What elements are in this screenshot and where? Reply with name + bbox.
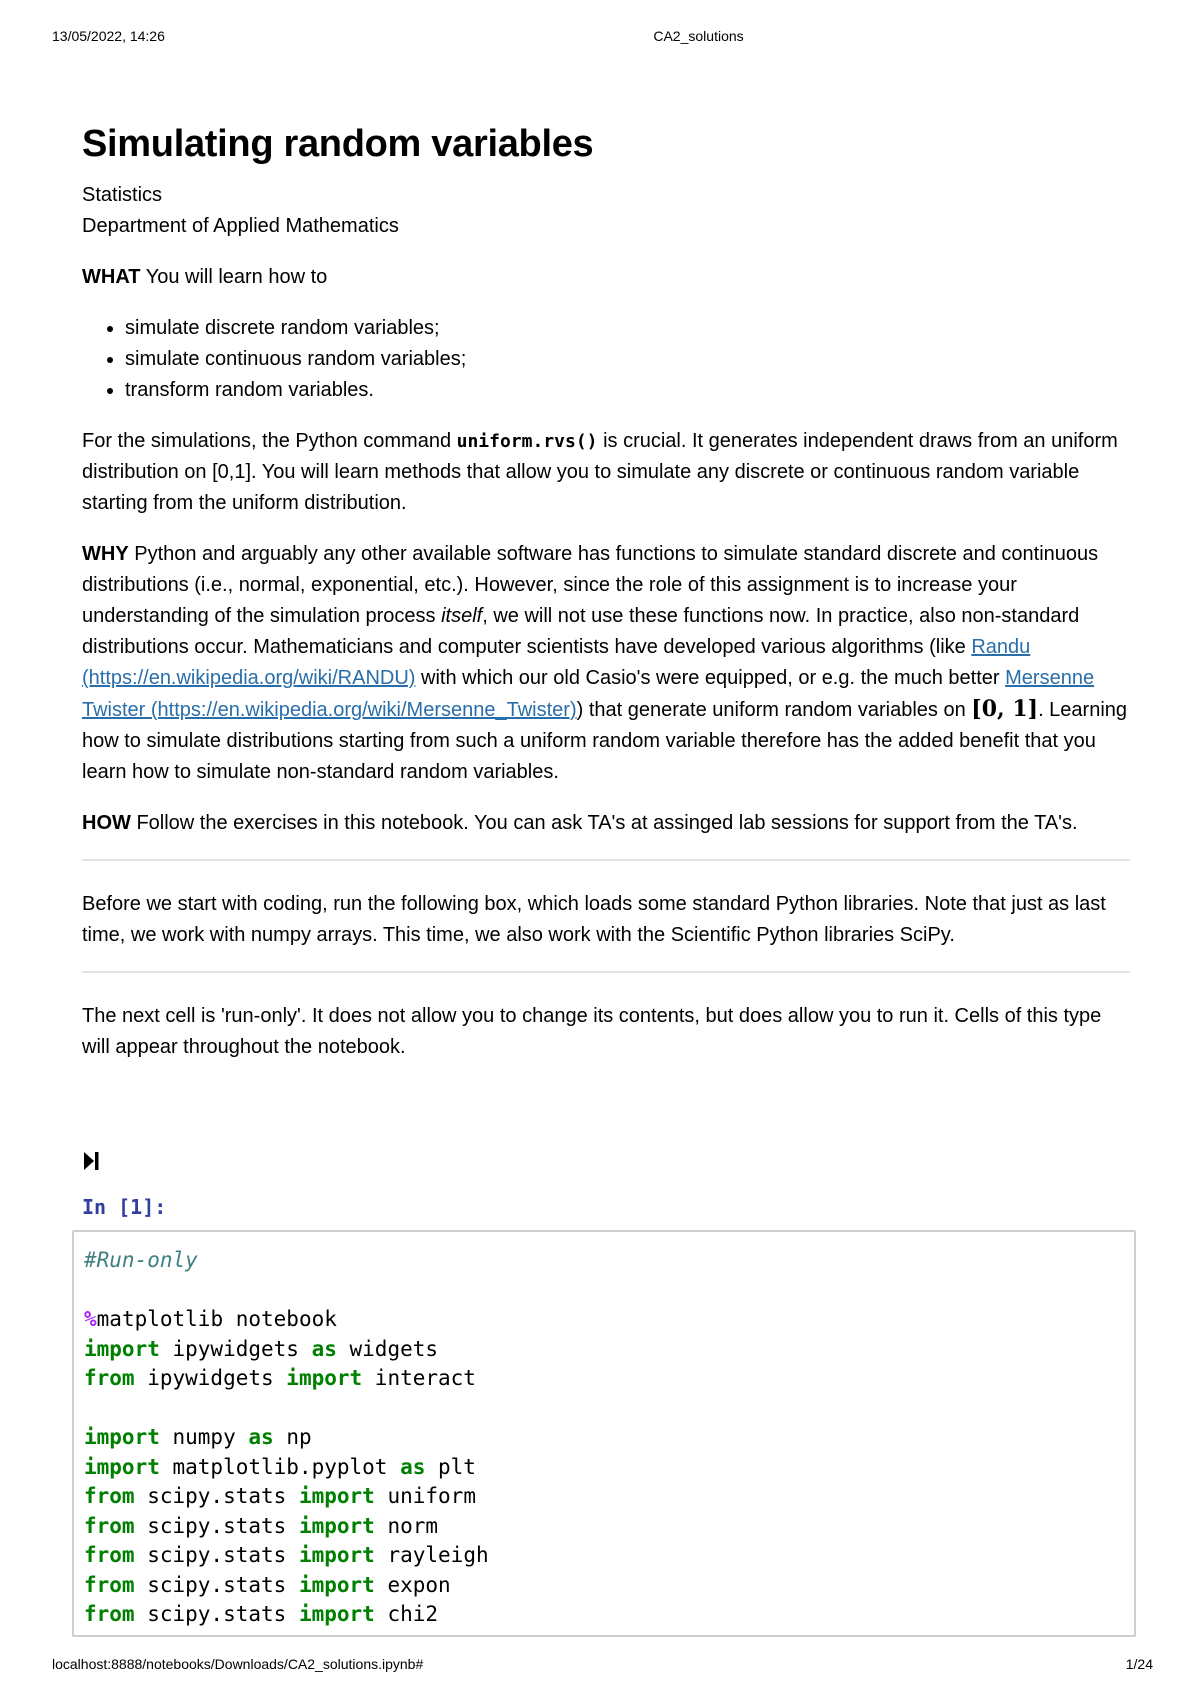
print-datetime: 13/05/2022, 14:26 bbox=[52, 28, 165, 44]
sim-text-1: For the simulations, the Python command bbox=[82, 430, 457, 452]
module: scipy.stats bbox=[134, 1484, 299, 1508]
keyword: import bbox=[286, 1366, 363, 1390]
code-line bbox=[84, 1335, 1124, 1365]
interval-math: [0, 1] bbox=[971, 696, 1039, 722]
keyword: import bbox=[84, 1336, 160, 1361]
notebook-markdown bbox=[82, 120, 1130, 1083]
mersenne-twister-link[interactable]: Mersenne Twister (https://en.wikipedia.org/wiki/Mersenne_Twister) bbox=[82, 667, 1095, 721]
alias: plt bbox=[425, 1454, 476, 1479]
module: scipy.stats bbox=[134, 1602, 299, 1626]
how-text: Follow the exercises in this notebook. You can ask TA's at assinged lab sessions for support from the TA's. bbox=[130, 812, 1078, 834]
alias: widgets bbox=[336, 1336, 439, 1361]
module: scipy.stats bbox=[134, 1572, 299, 1597]
module: matplotlib.pyplot bbox=[159, 1454, 401, 1479]
magic-percent: % bbox=[84, 1307, 97, 1331]
code-line bbox=[84, 1364, 1124, 1394]
code-line bbox=[84, 1571, 1124, 1601]
run-cell-icon[interactable] bbox=[82, 1150, 100, 1172]
why-paragraph bbox=[82, 539, 1130, 788]
print-footer bbox=[0, 1656, 1200, 1678]
keyword: import bbox=[84, 1425, 160, 1449]
why-text-1: Python and arguably any other available software has functions to simulate standard discrete and continuous distributions (i.e., normal, exponential, etc.). However, since the role of this assignment is to increase your understanding of the simulation process bbox=[82, 543, 1099, 627]
cell-divider bbox=[82, 971, 1130, 973]
keyword: from bbox=[84, 1543, 135, 1567]
keyword: as bbox=[400, 1454, 426, 1479]
cell-prompt: In [1]: bbox=[82, 1195, 167, 1219]
code-line-blank bbox=[84, 1276, 1124, 1306]
module: scipy.stats bbox=[134, 1543, 299, 1567]
libraries-note: Before we start with coding, run the following box, which loads some standard Python libraries. Note that just as last time, we work with numpy arrays. This time, we also work with the Scientific Python libraries SciPy. bbox=[82, 893, 1106, 946]
print-title: CA2_solutions bbox=[653, 28, 744, 44]
simulation-paragraph bbox=[82, 426, 1130, 519]
how-label: HOW bbox=[82, 812, 131, 834]
module: scipy.stats bbox=[134, 1513, 299, 1538]
department-name: Department of Applied Mathematics bbox=[82, 215, 399, 237]
cell-divider bbox=[82, 859, 1130, 861]
keyword: import bbox=[298, 1543, 375, 1567]
code-line bbox=[84, 1600, 1124, 1630]
run-only-note: The next cell is 'run-only'. It does not allow you to change its contents, but does allow you to run it. Cells of this type will appear throughout the notebook. bbox=[82, 1005, 1102, 1058]
name: uniform bbox=[374, 1484, 476, 1508]
why-text-4: ) that generate uniform random variables on bbox=[576, 699, 972, 721]
keyword: import bbox=[298, 1572, 375, 1597]
keyword: from bbox=[84, 1513, 135, 1538]
list-item: • transform random variables. bbox=[125, 375, 1130, 406]
magic-command: matplotlib notebook bbox=[96, 1307, 337, 1331]
alias: np bbox=[273, 1425, 312, 1449]
code-line bbox=[84, 1305, 1124, 1335]
course-info bbox=[82, 180, 1130, 242]
what-label: WHAT bbox=[82, 266, 141, 288]
keyword: from bbox=[84, 1602, 135, 1626]
page-number: 1/24 bbox=[1125, 1656, 1153, 1672]
keyword: import bbox=[298, 1513, 375, 1538]
sim-text-2: is crucial. It generates independent draws from an uniform distribution on [0,1]. You will learn methods that allow you to simulate any discrete or continuous random variable starting from the uniform distribution. bbox=[82, 430, 1118, 514]
why-label: WHY bbox=[82, 543, 129, 565]
code-cell[interactable] bbox=[72, 1230, 1136, 1637]
course-name: Statistics bbox=[82, 184, 163, 206]
uniform-rvs-code: uniform.rvs() bbox=[456, 431, 598, 452]
keyword: import bbox=[298, 1602, 375, 1626]
list-item: • simulate discrete random variables; bbox=[125, 313, 1130, 344]
code-line-blank bbox=[84, 1394, 1124, 1424]
keyword: from bbox=[84, 1572, 135, 1597]
name: norm bbox=[374, 1513, 439, 1538]
code-line bbox=[84, 1453, 1124, 1483]
randu-link[interactable]: Randu (https://en.wikipedia.org/wiki/RANDU) bbox=[82, 636, 1031, 689]
code-line bbox=[84, 1541, 1124, 1571]
name: rayleigh bbox=[374, 1543, 489, 1567]
print-header bbox=[0, 28, 1200, 50]
name: expon bbox=[374, 1572, 451, 1597]
module: numpy bbox=[159, 1425, 249, 1449]
what-text: You will learn how to bbox=[140, 266, 328, 288]
keyword: from bbox=[84, 1484, 135, 1508]
keyword: from bbox=[84, 1366, 135, 1390]
code-line bbox=[84, 1246, 1124, 1276]
list-item: • simulate continuous random variables; bbox=[125, 344, 1130, 375]
why-text-5: . Learning how to simulate distributions starting from such a uniform random variable therefore has the added benefit that you learn how to simulate non-standard random variables. bbox=[82, 699, 1128, 783]
name: chi2 bbox=[374, 1602, 439, 1626]
how-paragraph bbox=[82, 808, 1130, 839]
keyword: import bbox=[84, 1454, 160, 1479]
code-line bbox=[84, 1423, 1124, 1453]
print-url: localhost:8888/notebooks/Downloads/CA2_solutions.ipynb# bbox=[52, 1656, 424, 1672]
why-text-2: , we will not use these functions now. In practice, also non-standard distributions occur. Mathematicians and computer scientists have developed various algorithms (like bbox=[82, 605, 1080, 658]
keyword: import bbox=[298, 1484, 375, 1508]
code-line bbox=[84, 1512, 1124, 1542]
name: interact bbox=[362, 1366, 476, 1390]
what-paragraph bbox=[82, 262, 1130, 293]
code-line bbox=[84, 1482, 1124, 1512]
module: ipywidgets bbox=[159, 1336, 312, 1361]
code-comment: #Run-only bbox=[84, 1248, 198, 1272]
why-text-3: with which our old Casio's were equipped, or e.g. the much better bbox=[415, 667, 1006, 689]
page-title: Simulating random variables bbox=[82, 123, 594, 165]
goals-list bbox=[125, 313, 1130, 406]
why-emphasis: itself bbox=[441, 605, 483, 627]
keyword: as bbox=[311, 1336, 337, 1361]
keyword: as bbox=[248, 1425, 274, 1449]
module: ipywidgets bbox=[134, 1366, 287, 1390]
